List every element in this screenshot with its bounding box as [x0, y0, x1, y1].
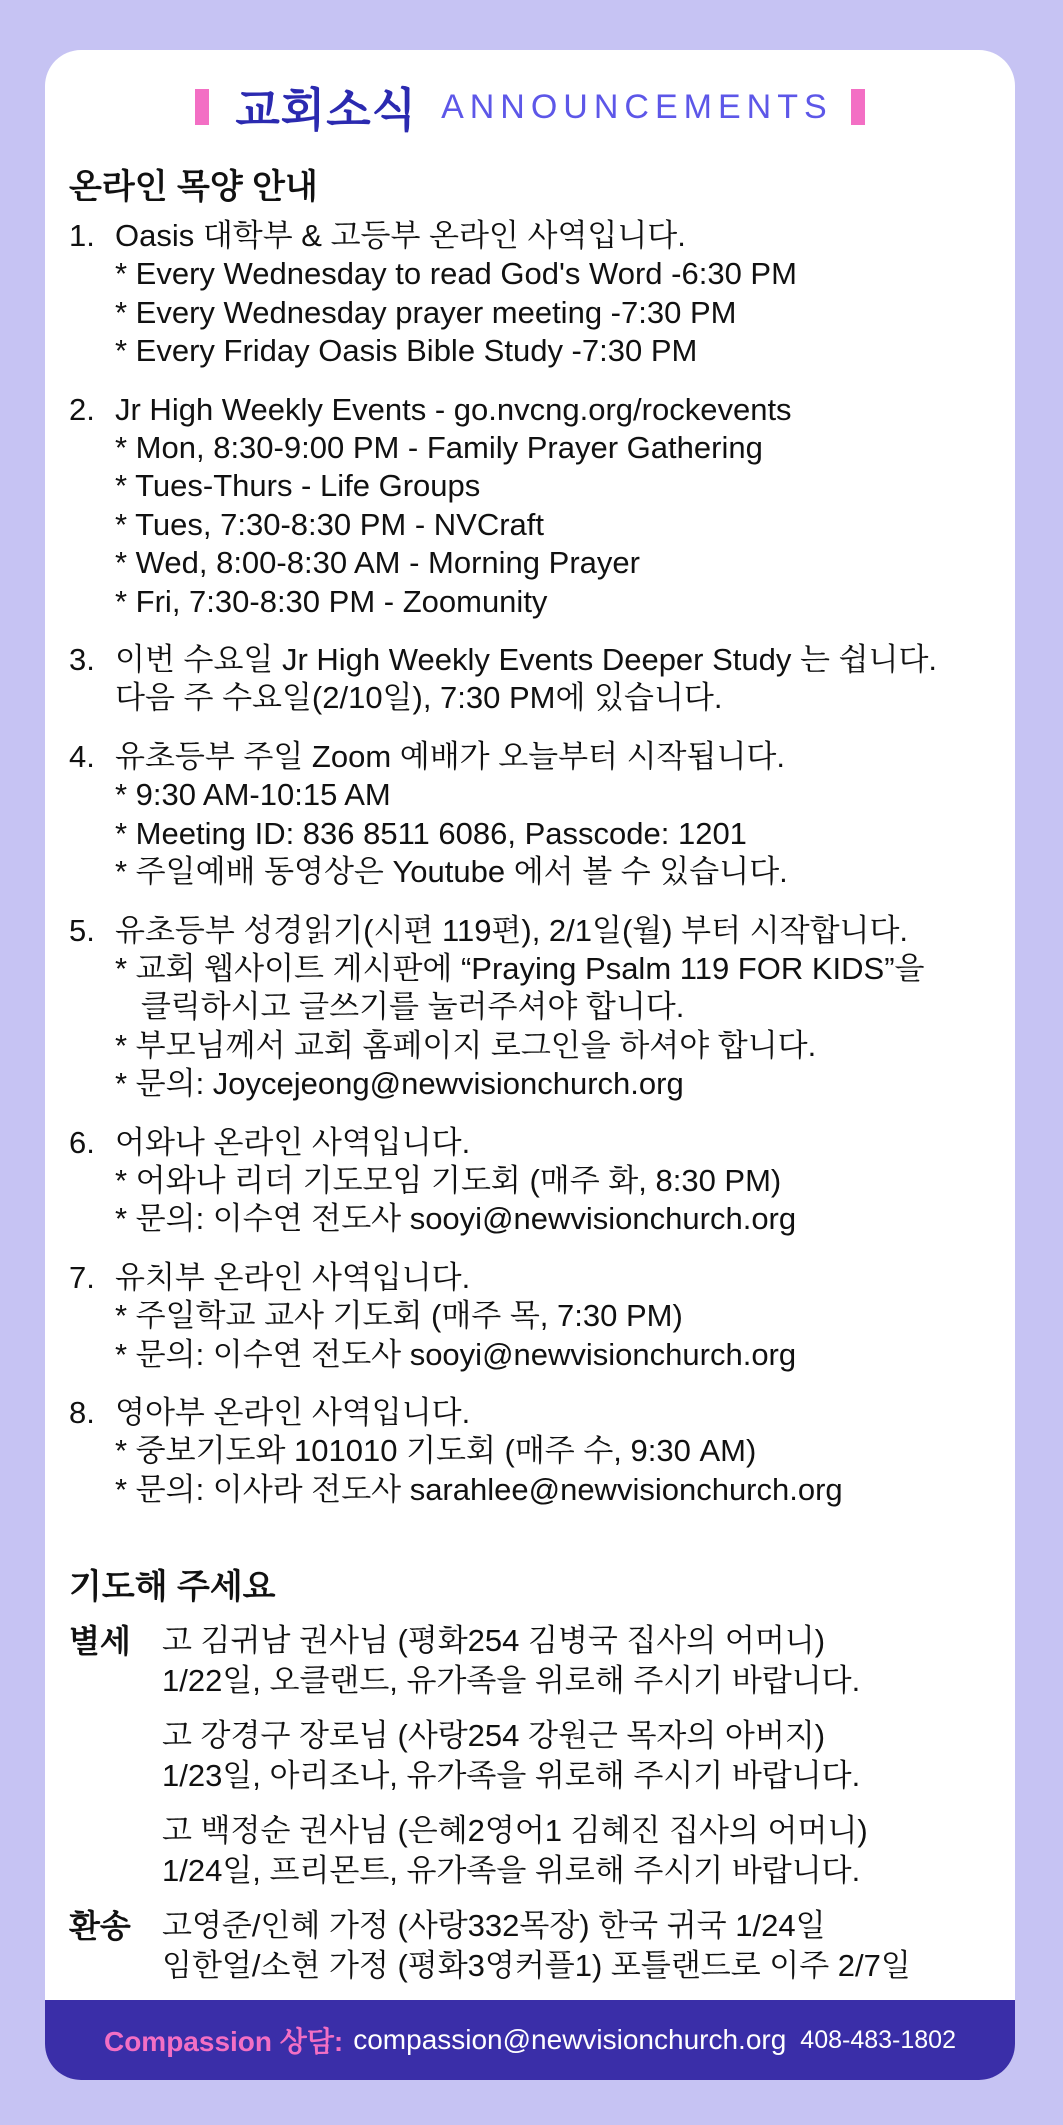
footer-banner	[45, 2000, 1015, 2080]
condolence-entry	[162, 1811, 999, 1891]
content	[69, 165, 999, 1986]
entry-line: 고 강경구 장로님 (사랑254 강원근 목자의 아버지)	[162, 1718, 826, 1754]
item-line: * Meeting ID: 836 8511 6086, Passcode: 1201	[115, 815, 747, 851]
item-line: * Wed, 8:00-8:30 AM - Morning Prayer	[115, 545, 640, 581]
item-line: * 문의: Joycejeong@newvisionchurch.org	[115, 1066, 684, 1102]
announcement-item-2	[69, 391, 999, 621]
entry-line: 고 백정순 권사님 (은혜2영어1 김혜진 집사의 어머니)	[162, 1813, 868, 1849]
farewell-line: 고영준/인혜 가정 (사랑332목장) 한국 귀국 1/24일	[162, 1908, 826, 1944]
header-title-korean: 교회소식	[235, 83, 418, 137]
item-line: 클릭하시고 글쓰기를 눌러주셔야 합니다.	[115, 989, 685, 1025]
header-right-bar	[851, 89, 865, 125]
item-line: 이번 수요일 Jr High Weekly Events Deeper Study 는 쉽니다.	[115, 642, 938, 678]
item-line: * Every Friday Oasis Bible Study -7:30 PM	[115, 333, 698, 369]
footer-label: Compassion 상담:	[103, 2026, 344, 2057]
announcement-item-4	[69, 738, 999, 892]
farewell-row	[69, 1906, 999, 1986]
item-line: * 문의: 이사라 전도사 sarahlee@newvisionchurch.org	[115, 1471, 843, 1507]
item-line: Jr High Weekly Events - go.nvcng.org/rockevents	[115, 391, 792, 427]
item-line: * 9:30 AM-10:15 AM	[115, 777, 391, 813]
announcement-item-1	[69, 217, 999, 371]
item-line: Oasis 대학부 & 고등부 온라인 사역입니다.	[115, 218, 686, 253]
farewell-line: 임한얼/소현 가정 (평화3영커플1) 포틀랜드로 이주 2/7일	[162, 1948, 911, 1984]
item-line: 다음 주 수요일(2/10일), 7:30 PM에 있습니다.	[115, 680, 723, 716]
item-line: 유초등부 주일 Zoom 예배가 오늘부터 시작됩니다.	[115, 738, 785, 774]
header	[45, 72, 1015, 142]
announcement-item-7	[69, 1259, 999, 1374]
announcement-item-5	[69, 912, 999, 1104]
item-number: 1.	[69, 218, 95, 253]
entry-line: 1/23일, 아리조나, 유가족을 위로해 주시기 바랍니다.	[162, 1758, 861, 1794]
footer-email-link[interactable]: compassion@newvisionchurch.org	[353, 2024, 787, 2055]
item-line: * 부모님께서 교회 홈페이지 로그인을 하셔야 합니다.	[115, 1027, 817, 1063]
announcement-item-6	[69, 1124, 999, 1239]
announcement-item-3	[69, 641, 999, 718]
entry-line: 고 김귀남 권사님 (평화254 김병국 집사의 어머니)	[162, 1623, 826, 1659]
item-number: 3.	[69, 642, 95, 678]
condolence-entry	[162, 1621, 999, 1701]
item-line: 어와나 온라인 사역입니다.	[115, 1124, 471, 1160]
item-line: * 주일예배 동영상은 Youtube 에서 볼 수 있습니다.	[115, 854, 788, 890]
item-line: * Fri, 7:30-8:30 PM - Zoomunity	[115, 583, 548, 619]
entry-line: 1/22일, 오클랜드, 유가족을 위로해 주시기 바랍니다.	[162, 1663, 861, 1699]
item-line: * 교회 웹사이트 게시판에 “Praying Psalm 119 FOR KIDS”을	[115, 950, 925, 986]
item-line: * Tues-Thurs - Life Groups	[115, 468, 481, 504]
item-line: * Mon, 8:30-9:00 PM - Family Prayer Gathering	[115, 430, 763, 466]
item-line: 유초등부 성경읽기(시편 119편), 2/1일(월) 부터 시작합니다.	[115, 912, 909, 948]
condolence-entry	[162, 1716, 999, 1796]
footer-phone[interactable]: 408-483-1802	[800, 2025, 956, 2054]
item-line: * 어와나 리더 기도모임 기도회 (매주 화, 8:30 PM)	[115, 1162, 782, 1198]
entry-line: 1/24일, 프리몬트, 유가족을 위로해 주시기 바랍니다.	[162, 1853, 861, 1889]
item-number: 8.	[69, 1394, 95, 1430]
item-line: * 주일학교 교사 기도회 (매주 목, 7:30 PM)	[115, 1298, 683, 1334]
item-line: 영아부 온라인 사역입니다.	[115, 1394, 471, 1430]
condolence-row	[69, 1621, 999, 1906]
item-number: 2.	[69, 391, 95, 427]
header-title-english: ANNOUNCEMENTS	[441, 87, 833, 126]
item-line: * Tues, 7:30-8:30 PM - NVCraft	[115, 506, 545, 542]
item-number: 5.	[69, 912, 95, 948]
header-left-bar	[195, 89, 209, 125]
announcement-item-8	[69, 1394, 999, 1509]
item-number: 7.	[69, 1259, 95, 1295]
item-line: * Every Wednesday prayer meeting -7:30 PM	[115, 294, 737, 330]
farewell-label: 환송	[69, 1908, 131, 1945]
announcement-card	[45, 50, 1015, 2080]
item-line: * 문의: 이수연 전도사 sooyi@newvisionchurch.org	[115, 1336, 797, 1372]
condolence-label: 별세	[69, 1623, 131, 1660]
item-line: * 중보기도와 101010 기도회 (매주 수, 9:30 AM)	[115, 1433, 757, 1469]
prayer-section-title: 기도해 주세요	[69, 1568, 276, 1607]
item-line: * Every Wednesday to read God's Word -6:30 PM	[115, 256, 797, 292]
item-number: 4.	[69, 738, 95, 774]
online-ministry-title: 온라인 목양 안내	[69, 168, 318, 206]
item-number: 6.	[69, 1124, 95, 1160]
item-line: * 문의: 이수연 전도사 sooyi@newvisionchurch.org	[115, 1201, 797, 1237]
item-line: 유치부 온라인 사역입니다.	[115, 1259, 471, 1295]
